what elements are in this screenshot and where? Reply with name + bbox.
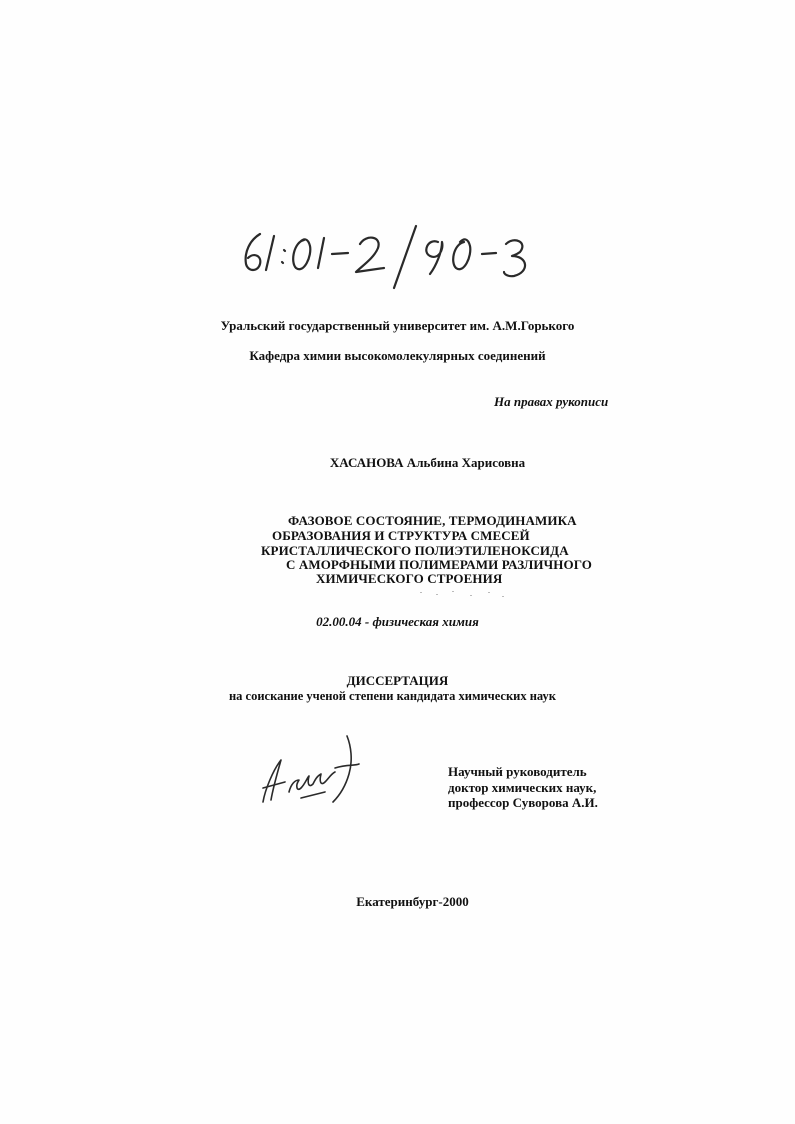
supervisor-line-1: Научный руководитель [448,764,587,779]
manuscript-rights-note: На правах рукописи [494,394,609,409]
document-type: ДИССЕРТАЦИЯ [346,673,449,688]
scan-speck [470,595,472,596]
author-signature [255,730,375,810]
scan-speck [436,594,438,595]
title-line-3: КРИСТАЛЛИЧЕСКОГО ПОЛИЭТИЛЕНОКСИДА [261,543,569,558]
title-line-5: ХИМИЧЕСКОГО СТРОЕНИЯ [316,571,503,586]
title-line-4: С АМОРФНЫМИ ПОЛИМЕРАМИ РАЗЛИЧНОГО [286,557,592,572]
signature-icon [255,730,375,810]
handwritten-archive-number [238,222,538,292]
scan-speck [502,596,504,597]
supervisor-line-3: профессор Суворова А.И. [448,795,598,810]
author-name: ХАСАНОВА Альбина Харисовна [329,455,526,470]
title-line-2: ОБРАЗОВАНИЯ И СТРУКТУРА СМЕСЕЙ [272,528,530,543]
specialty-code: 02.00.04 - физическая химия [316,614,479,629]
department-name: Кафедра химии высокомолекулярных соединений [249,348,546,363]
title-line-1: ФАЗОВОЕ СОСТОЯНИЕ, ТЕРМОДИНАМИКА [288,513,577,528]
scan-speck [420,592,422,593]
scan-speck [488,592,490,593]
university-name: Уральский государственный университет им. А.М.Горького [220,318,575,333]
degree-line: на соискание ученой степени кандидата химических наук [228,689,557,703]
supervisor-line-2: доктор химических наук, [448,780,597,795]
city-year: Екатеринбург-2000 [356,894,469,909]
scan-speck [452,591,454,592]
